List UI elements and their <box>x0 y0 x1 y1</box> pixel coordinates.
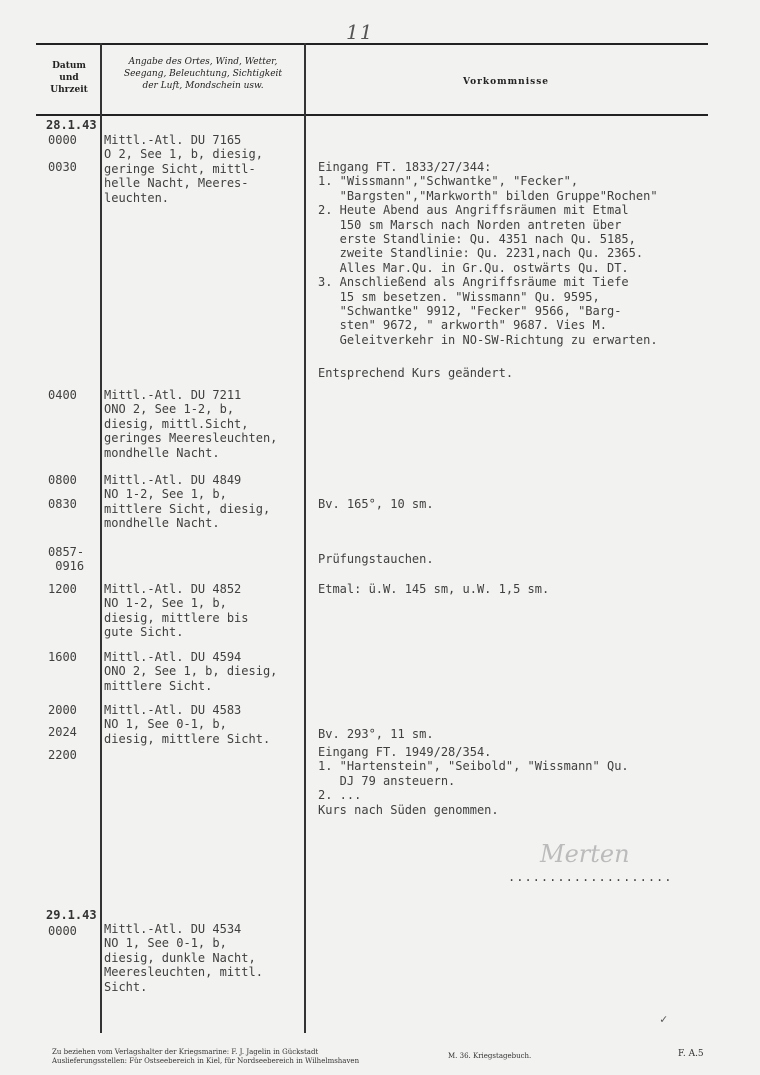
event-0030-course: Entsprechend Kurs geändert. <box>318 366 514 380</box>
event-2200: Eingang FT. 1949/28/354. 1. "Hartenstein", "Seibold", "Wissmann" Qu. DJ 79 ansteuern. 2. ... Kurs nach Süden genommen. <box>318 745 629 817</box>
time-2000: 2000 <box>48 703 77 717</box>
event-1200: Etmal: ü.W. 145 sm, u.W. 1,5 sm. <box>318 582 550 596</box>
header-date-time: Datum und Uhrzeit <box>50 61 88 95</box>
time-0030: 0030 <box>48 160 77 174</box>
header-events: Vorkommnisse <box>462 77 549 87</box>
event-2024: Bv. 293°, 11 sm. <box>318 727 434 741</box>
footer-form-number: F. A.5 <box>678 1049 704 1059</box>
signature-dotted-line: .................... <box>508 870 673 884</box>
table-top-rule <box>36 43 708 45</box>
time-2024: 2024 <box>48 725 77 739</box>
conditions-0000-day2: Mittl.-Atl. DU 4534 NO 1, See 0-1, b, diesig, dunkle Nacht, Meeresleuchten, mittl. Sicht. <box>104 922 263 994</box>
time-2200: 2200 <box>48 748 77 762</box>
time-1600: 1600 <box>48 650 77 664</box>
time-0800: 0800 <box>48 473 77 487</box>
date-entry-2: 29.1.43 <box>46 908 97 922</box>
table-header-rule <box>36 114 708 116</box>
handwritten-page-number: 11 <box>346 20 374 44</box>
footer-form-title: M. 36. Kriegstagebuch. <box>448 1052 532 1060</box>
column-divider-2 <box>304 43 306 1033</box>
conditions-0400: Mittl.-Atl. DU 7211 ONO 2, See 1-2, b, diesig, mittl.Sicht, geringes Meeresleuchten, mondhelle Nacht. <box>104 388 278 460</box>
event-0857: Prüfungstauchen. <box>318 552 434 566</box>
footer-publisher: Zu beziehen vom Verlagshalter der Kriegsmarine: F. J. Jagelin in Gückstadt Auslieferungsstellen: Für Ostseebereich in Kiel, für Nordseebereich in Wilhelmshaven <box>52 1048 360 1065</box>
time-0830: 0830 <box>48 497 77 511</box>
header-location-weather: Angabe des Ortes, Wind, Wetter, Seegang, Beleuchtung, Sichtigkeit der Luft, Mondschein usw. <box>123 57 283 91</box>
conditions-0800: Mittl.-Atl. DU 4849 NO 1-2, See 1, b, mittlere Sicht, diesig, mondhelle Nacht. <box>104 473 271 531</box>
column-divider-1 <box>100 43 102 1033</box>
conditions-1200: Mittl.-Atl. DU 4852 NO 1-2, See 1, b, diesig, mittlere bis gute Sicht. <box>104 582 249 640</box>
event-0830: Bv. 165°, 10 sm. <box>318 497 434 511</box>
faded-signature: Merten <box>540 840 630 868</box>
time-0857: 0857- 0916 <box>48 545 85 574</box>
hand-mark: ✓ <box>660 1012 668 1026</box>
time-0000-day2: 0000 <box>48 924 77 938</box>
event-0030: Eingang FT. 1833/27/344: 1. "Wissmann","Schwantke", "Fecker", "Bargsten","Markworth" bilden Gruppe"Rochen" 2. Heute Abend aus Angriffsräumen mit Etmal 150 sm Marsch nach Norden antreten über erste Standlinie: Qu. 4351 nach Qu. 5185, zweite Standlinie: Qu. 2231,nach Qu. 2365. Alles Mar.Qu. in Gr.Qu. ostwärts Qu. DT. 3. Anschließend als Angriffsräume mit Tiefe 15 sm besetzen. "Wissmann" Qu. 9595, "Schwantke" 9912, "Fecker" 9566, "Barg- sten" 9672, " arkworth" 9687. Vies M. Geleitverkehr in NO-SW-Richtung zu erwarten. <box>318 160 658 347</box>
conditions-1600: Mittl.-Atl. DU 4594 ONO 2, See 1, b, diesig, mittlere Sicht. <box>104 650 278 693</box>
conditions-2000: Mittl.-Atl. DU 4583 NO 1, See 0-1, b, diesig, mittlere Sicht. <box>104 703 271 746</box>
time-0000: 0000 <box>48 133 77 147</box>
date-entry-1: 28.1.43 <box>46 118 97 132</box>
conditions-0000: Mittl.-Atl. DU 7165 O 2, See 1, b, diesig, geringe Sicht, mittl- helle Nacht, Meeres- leuchten. <box>104 133 263 205</box>
time-1200: 1200 <box>48 582 77 596</box>
time-0400: 0400 <box>48 388 77 402</box>
